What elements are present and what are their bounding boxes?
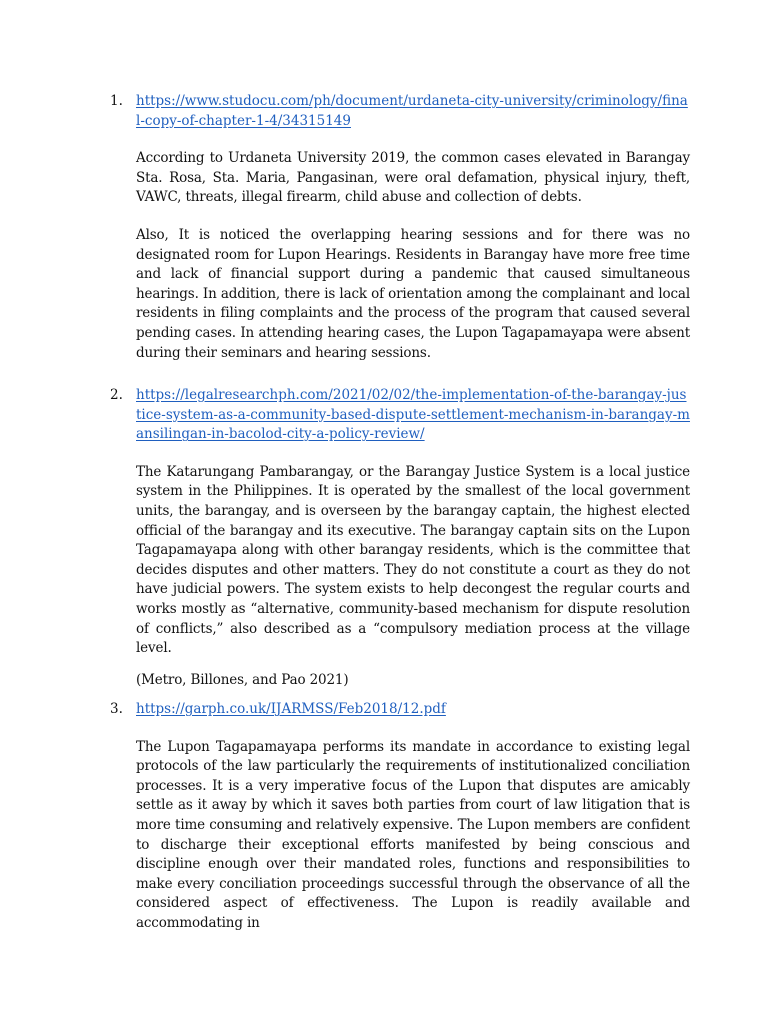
reference-link-2[interactable]: https://legalresearchph.com/2021/02/02/the-implementation-of-the-barangay-justice-system-as-a-community-based-dispute-settlement-mechanism-in-barangay-mansilingan-in-bacolod-city-a-policy-review/ bbox=[136, 387, 690, 443]
reference-link-1[interactable]: https://www.studocu.com/ph/document/urdaneta-city-university/criminology/final-copy-of-chapter-1-4/34315149 bbox=[136, 93, 688, 129]
paragraph: The Katarungang Pambarangay, or the Barangay Justice System is a local justice system in the Philippines. It is operated by the smallest of the local government units, the barangay, and is overseen by the barangay captain, the highest elected official of the barangay and its executive. The barangay captain sits on the Lupon Tagapamayapa along with other barangay residents, which is the committee that decides disputes and other matters. They do not constitute a court as they do not have judicial powers. The system exists to help decongest the regular courts and works mostly as “alternative, community-based mechanism for dispute resolution of conflicts,” also described as a “compulsory mediation process at the village level. bbox=[136, 463, 690, 657]
reference-entry-3 bbox=[110, 700, 690, 934]
paragraph: Also, It is noticed the overlapping hearing sessions and for there was no designated room for Lupon Hearings. Residents in Barangay have more free time and lack of financial support during a pandemic that caused simultaneous hearings. In addition, there is lack of orientation among the complainant and local residents in filing complaints and the process of the program that caused several pending cases. In attending hearing cases, the Lupon Tagapamayapa were absent during their seminars and hearing sessions. bbox=[136, 226, 690, 361]
reference-entry-1 bbox=[110, 92, 690, 363]
paragraph: According to Urdaneta University 2019, the common cases elevated in Barangay Sta. Rosa, Sta. Maria, Pangasinan, were oral defamation, physical injury, theft, VAWC, threats, illegal firearm, child abuse and collection of debts. bbox=[136, 150, 690, 206]
reference-link-3[interactable]: https://garph.co.uk/IJARMSS/Feb2018/12.pdf bbox=[136, 701, 446, 717]
paragraph: The Lupon Tagapamayapa performs its mandate in accordance to existing legal protocols of the law particularly the requirements of institutionalized conciliation processes. It is a very imperative focus of the Lupon that disputes are amicably settle as it away by which it saves both parties from court of law litigation that is more time consuming and relatively expensive. The Lupon members are confident to discharge their exceptional efforts manifested by being conscious and discipline enough over their mandated roles, functions and responsibilities to make every conciliation proceedings successful through the observance of all the considered aspect of effectiveness. The Lupon is readily available and accommodating in bbox=[136, 738, 690, 931]
citation: (Metro, Billones, and Pao 2021) bbox=[136, 671, 349, 688]
list-number: 2. bbox=[110, 387, 123, 403]
list-number: 1. bbox=[110, 93, 123, 109]
list-number: 3. bbox=[110, 701, 123, 717]
reference-entry-2 bbox=[110, 386, 690, 690]
